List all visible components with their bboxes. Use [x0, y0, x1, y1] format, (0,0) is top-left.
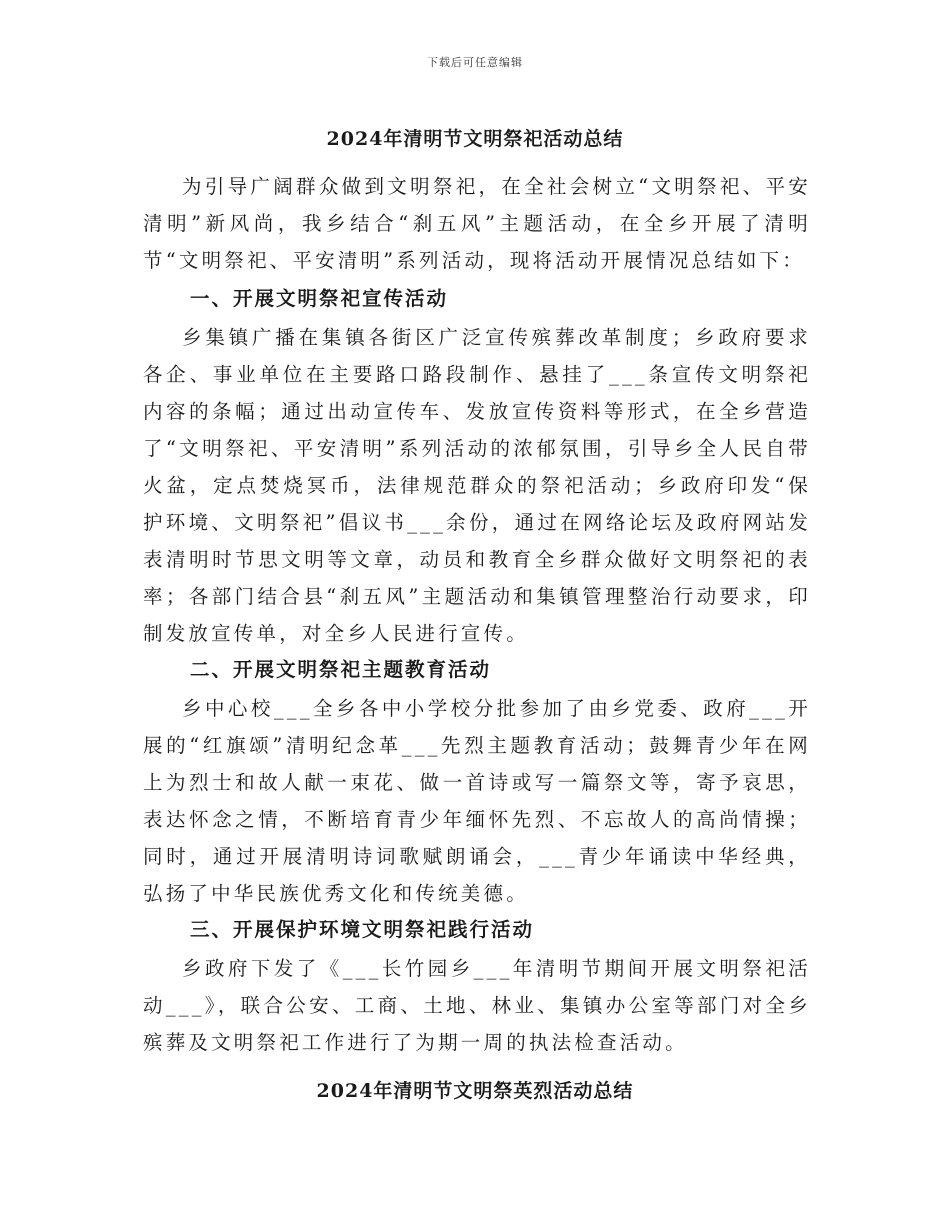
- next-document-title: 2024年清明节文明祭英烈活动总结: [316, 1080, 634, 1102]
- section-heading-1: 一、开展文明祭祀宣传活动: [190, 287, 449, 310]
- section-paragraph-3: 乡政府下发了《___长竹园乡___年清明节期间开展文明祭祀活动___》，联合公安、工商、土地、林业、集镇办公室等部门对全乡殡葬及文明祭祀工作进行了为期一周的执法检查活动。: [143, 957, 811, 1054]
- section-paragraph-2: 乡中心校___全乡各中小学校分批参加了由乡党委、政府___开展的“红旗颂”清明纪念革___先烈主题教育活动；鼓舞青少年在网上为烈士和故人献一束花、做一首诗或写一篇祭文等，寄予哀思，表达怀念之情，不断培育青少年缅怀先烈、不忘故人的高尚情操；同时，通过开展清明诗词歌赋朗诵会，___青少年诵读中华经典，弘扬了中华民族优秀文化和传统美德。: [143, 697, 811, 905]
- intro-paragraph: 为引导广阔群众做到文明祭祀，在全社会树立“文明祭祀、平安清明”新风尚，我乡结合“刹五风”主题活动，在全乡开展了清明节“文明祭祀、平安清明”系列活动，现将活动开展情况总结如下：: [143, 175, 811, 272]
- document-title: 2024年清明节文明祭祀活动总结: [326, 128, 624, 150]
- section-paragraph-1: 乡集镇广播在集镇各街区广泛宣传殡葬改革制度；乡政府要求各企、事业单位在主要路口路段制作、悬挂了___条宣传文明祭祀内容的条幅；通过出动宣传车、发放宣传资料等形式，在全乡营造了“文明祭祀、平安清明”系列活动的浓郁氛围，引导乡全人民自带火盆，定点焚烧冥币，法律规范群众的祭祀活动；乡政府印发“保护环境、文明祭祀”倡议书___余份，通过在网络论坛及政府网站发表清明时节思文明等文章，动员和教育全乡群众做好文明祭祀的表率；各部门结合县“刹五风”主题活动和集镇管理整治行动要求，印制发放宣传单，对全乡人民进行宣传。: [143, 326, 811, 645]
- header-note: 下载后可任意编辑: [427, 56, 523, 69]
- section-heading-2: 二、开展文明祭祀主题教育活动: [190, 658, 492, 681]
- section-heading-3: 三、开展保护环境文明祭祀践行活动: [190, 918, 535, 941]
